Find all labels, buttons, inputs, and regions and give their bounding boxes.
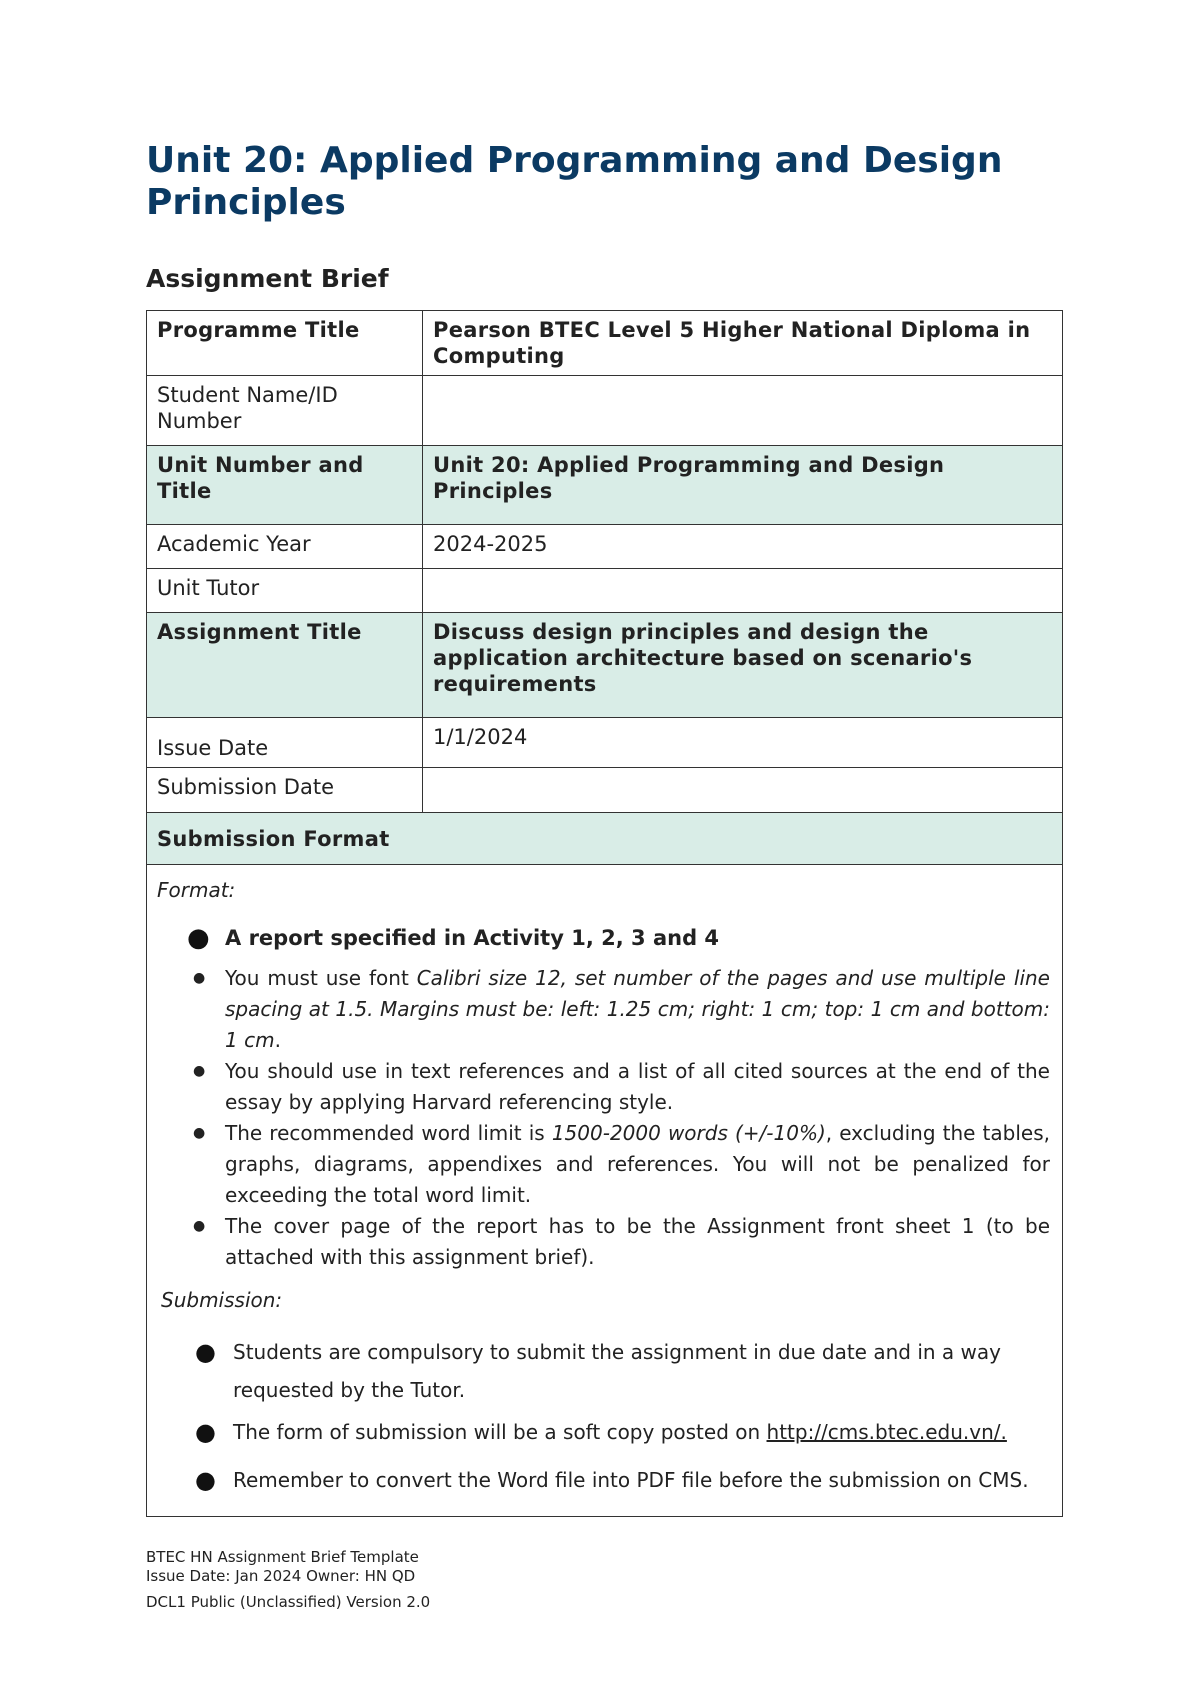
- list-item: [187, 1056, 1050, 1118]
- text-segment: The cover page of the report has to be the Assignment front sheet 1 (to be attached with this assignment brief).: [225, 1214, 1050, 1269]
- assignment-title-label: [147, 613, 423, 718]
- filled-circle-bullet-icon: ●: [195, 1418, 216, 1446]
- format-requirements-list: [187, 963, 1050, 1273]
- submission-format-content: [147, 865, 1063, 1517]
- issue-date-value: 1/1/2024: [423, 718, 1063, 768]
- submission-format-label: Submission Format: [157, 826, 390, 851]
- format-label: Format:: [157, 878, 236, 902]
- submission-format-header: [147, 813, 1063, 865]
- programme-title-label: [147, 311, 423, 376]
- submission-date-value: [423, 768, 1063, 813]
- text-segment-italic: Calibri size 12, set number of the pages and use multiple line spacing at 1.5. Margins must be: left: 1.25 cm; right: 1 cm; top: 1 cm and bottom: 1 cm: [225, 966, 1050, 1052]
- unit-value-text: Unit 20: Applied Programming and Design Principles: [433, 453, 945, 503]
- filled-circle-bullet-icon: ●: [195, 1338, 216, 1366]
- assignment-title-value-text: Discuss design principles and design the application architecture based on scenario's requirements: [433, 620, 973, 696]
- text-segment: You must use font: [225, 966, 417, 990]
- small-dot-bullet-icon: ●: [193, 1125, 206, 1141]
- text-segment: The recommended word limit is: [225, 1121, 552, 1145]
- table-row: [147, 525, 1063, 569]
- assignment-title-value: [423, 613, 1063, 718]
- list-item-text: [225, 963, 1050, 1056]
- submission-list: [195, 1333, 1050, 1499]
- list-item-text: [225, 1056, 1050, 1118]
- assignment-brief-heading: Assignment Brief: [146, 264, 389, 293]
- footer-template-name: BTEC HN Assignment Brief Template: [146, 1548, 419, 1566]
- unit-tutor-label: Unit Tutor: [147, 569, 423, 613]
- unit-tutor-value: [423, 569, 1063, 613]
- text-segment: .: [274, 1028, 281, 1052]
- list-item-text: [225, 1118, 1050, 1211]
- unit-label: [147, 446, 423, 525]
- list-item-text: Remember to convert the Word file into PDF file before the submission on CMS.: [233, 1468, 1029, 1492]
- assignment-title-label-text: Assignment Title: [157, 620, 362, 644]
- small-dot-bullet-icon: ●: [193, 970, 206, 986]
- footer-classification: DCL1 Public (Unclassified) Version 2.0: [146, 1593, 431, 1611]
- assignment-brief-table: [146, 310, 1063, 1517]
- unit-label-text: Unit Number and Title: [157, 453, 364, 503]
- text-segment: You should use in text references and a list of all cited sources at the end of the essay by applying Harvard referencing style.: [225, 1059, 1050, 1114]
- academic-year-value: 2024-2025: [423, 525, 1063, 569]
- submission-label: Submission:: [161, 1288, 283, 1312]
- small-dot-bullet-icon: ●: [193, 1063, 206, 1079]
- table-row: [147, 376, 1063, 446]
- format-main-bullet-text: A report specified in Activity 1, 2, 3 and 4: [225, 926, 720, 950]
- list-item: [195, 1413, 1050, 1451]
- footer-issue-date: Issue Date: Jan 2024 Owner: HN QD: [146, 1567, 416, 1585]
- text-segment: The form of submission will be a soft copy posted on: [233, 1420, 767, 1444]
- list-item: [187, 1211, 1050, 1273]
- submission-date-label: Submission Date: [147, 768, 423, 813]
- table-row: [147, 613, 1063, 718]
- list-item-text: [225, 1211, 1050, 1273]
- list-item: [195, 1461, 1050, 1499]
- table-row: [147, 813, 1063, 865]
- student-value: [423, 376, 1063, 446]
- unit-value: [423, 446, 1063, 525]
- text-segment-italic: 1500-2000 words (+/-10%): [551, 1121, 826, 1145]
- table-row: [147, 768, 1063, 813]
- table-row: [147, 446, 1063, 525]
- unit-title: Unit 20: Applied Programming and Design Principles: [146, 140, 1003, 223]
- filled-circle-bullet-icon: ●: [195, 1466, 216, 1494]
- programme-title-value-text: Pearson BTEC Level 5 Higher National Diploma in Computing: [433, 318, 1031, 368]
- list-item-text: Students are compulsory to submit the assignment in due date and in a way requested by the Tutor.: [233, 1340, 1001, 1402]
- format-main-bullet: [187, 925, 1050, 951]
- table-row: [147, 311, 1063, 376]
- list-item: [195, 1333, 1050, 1409]
- programme-title-label-text: Programme Title: [157, 318, 360, 342]
- student-label: Student Name/ID Number: [147, 376, 423, 446]
- filled-circle-bullet-icon: ●: [187, 923, 210, 953]
- list-item: [187, 963, 1050, 1056]
- issue-date-label: Issue Date: [147, 718, 423, 768]
- table-row: [147, 865, 1063, 1517]
- list-item-text: [233, 1413, 1007, 1451]
- table-row: [147, 718, 1063, 768]
- cms-link[interactable]: http://cms.btec.edu.vn/.: [766, 1420, 1007, 1444]
- text-segment: , excluding the tables, graphs, diagrams, appendixes and references. You will not be penalized for exceeding the total word limit.: [225, 1121, 1050, 1207]
- programme-title-value: [423, 311, 1063, 376]
- table-row: [147, 569, 1063, 613]
- list-item: [187, 1118, 1050, 1211]
- small-dot-bullet-icon: ●: [193, 1218, 206, 1234]
- academic-year-label: Academic Year: [147, 525, 423, 569]
